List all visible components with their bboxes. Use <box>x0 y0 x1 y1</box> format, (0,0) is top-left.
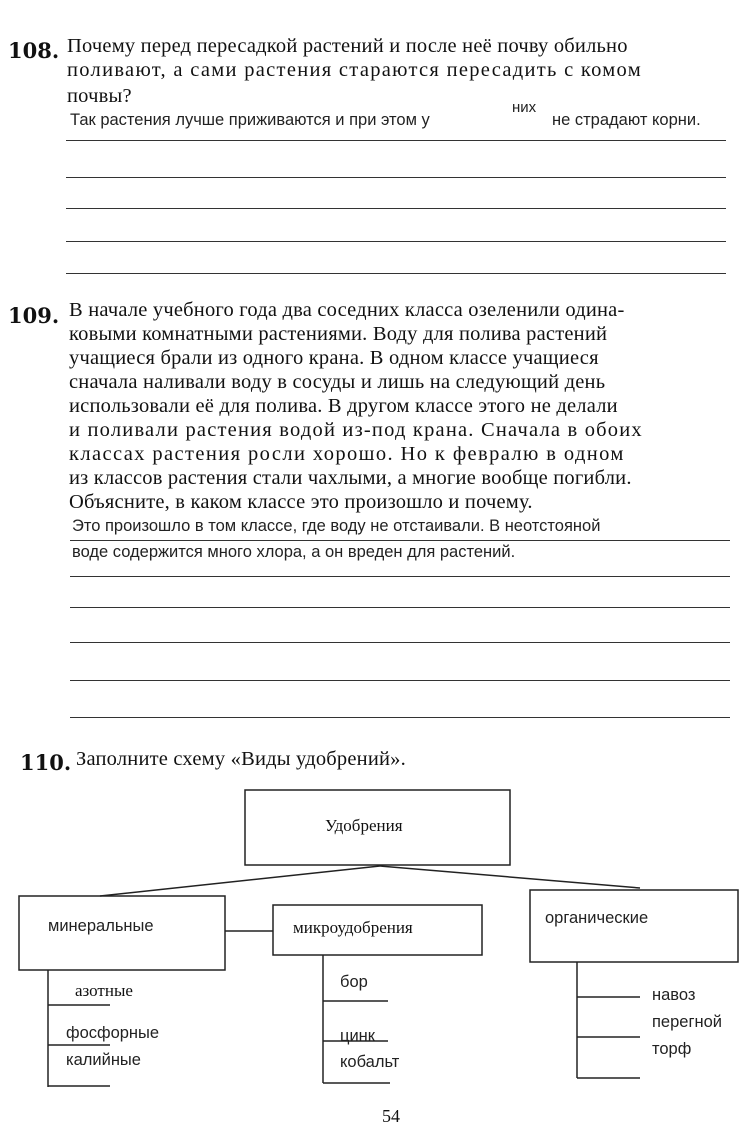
task-108-answer-insert: них <box>512 99 537 116</box>
organic-item: перегной <box>652 1013 722 1031</box>
task-108-line-3: почвы? <box>67 85 132 107</box>
organic-item: навоз <box>652 986 696 1004</box>
root-label: Удобрения <box>325 816 403 835</box>
task-109-line: сначала наливали воду в сосуды и лишь на следующий день <box>69 371 606 393</box>
micro-label: микроудобрения <box>293 918 413 937</box>
page-number: 54 <box>382 1106 400 1126</box>
connector-line <box>380 866 640 888</box>
task-110-question: Заполните схему «Виды удобрений». <box>76 748 406 770</box>
task-108-answer-end: не страдают корни. <box>552 111 701 129</box>
task-110-number: 110. <box>20 750 72 775</box>
mineral-item: азотные <box>75 981 133 1000</box>
task-109-line: В начале учебного года два соседних класса озеленили одина- <box>69 299 625 321</box>
task-109-number: 109. <box>8 303 60 328</box>
organic-item: торф <box>652 1040 692 1058</box>
task-108-line-2: поливают, а сами растения стараются пересадить с комом <box>67 59 642 81</box>
mineral-item: фосфорные <box>66 1024 160 1042</box>
task-109-line: и поливали растения водой из-под крана. Сначала в обоих <box>69 419 643 441</box>
task-109-line: учащиеся брали из одного крана. В одном классе учащиеся <box>69 347 599 369</box>
micro-item: цинк <box>340 1027 375 1045</box>
mineral-label: минеральные <box>48 917 154 935</box>
organic-label: органические <box>545 909 649 927</box>
task-109-line: классах растения росли хорошо. Но к февралю в одном <box>69 443 625 465</box>
micro-item: бор <box>340 973 368 991</box>
task-109-answer-line-2: воде содержится много хлора, а он вреден для растений. <box>72 543 516 561</box>
organic-branches <box>577 962 640 1078</box>
task-108-answer: Так растения лучше приживаются и при этом у <box>70 111 430 129</box>
task-109-line: Объясните, в каком классе это произошло и почему. <box>69 491 533 513</box>
connector-line <box>100 866 380 896</box>
task-109-line: ковыми комнатными растениями. Воду для полива растений <box>69 323 608 345</box>
micro-item: кобальт <box>340 1053 400 1071</box>
task-108-line-1: Почему перед пересадкой растений и после неё почву обильно <box>67 35 628 57</box>
mineral-item: калийные <box>66 1051 141 1069</box>
task-109-answer-line-1: Это произошло в том классе, где воду не отстаивали. В неотстояной <box>72 517 601 535</box>
task-108-number: 108. <box>8 38 60 63</box>
task-109-line: использовали её для полива. В другом классе этого не делали <box>69 395 618 417</box>
task-109-line: из классов растения стали чахлыми, а многие вообще погибли. <box>69 467 632 489</box>
